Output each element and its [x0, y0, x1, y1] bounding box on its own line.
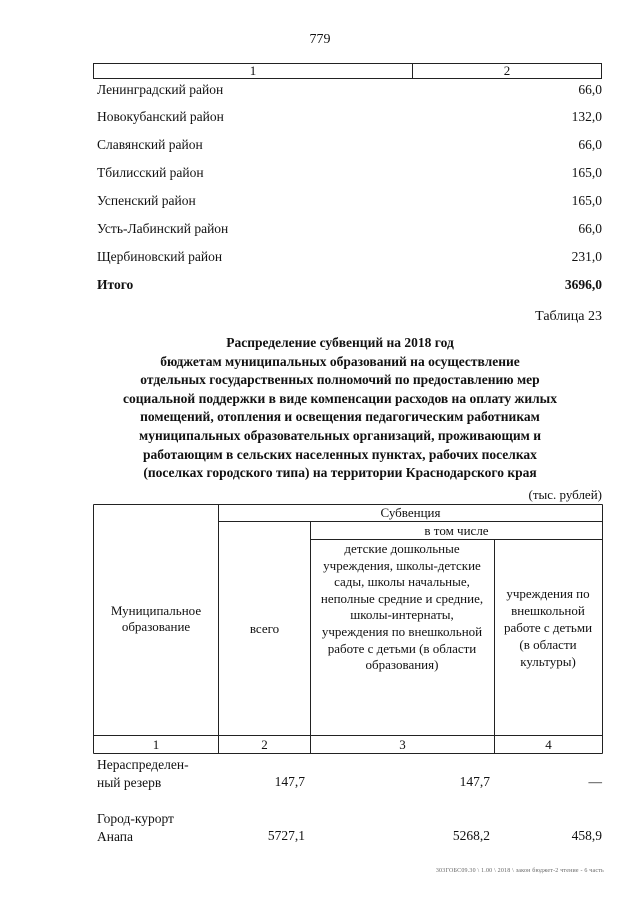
col-number-4: 4	[545, 737, 552, 752]
header-total: всего	[249, 621, 280, 636]
row-name-line: Нераспределен-	[97, 757, 189, 772]
title-line: социальной поддержки в виде компенсации расходов на оплату жилых	[123, 390, 557, 406]
district-value: 66,0	[578, 221, 602, 236]
row-culture: 458,9	[571, 828, 602, 843]
title-line: работающим в сельских населенных пунктах, рабочих поселках	[143, 446, 537, 462]
district-value: 66,0	[578, 82, 602, 97]
title-line: отдельных государственных полномочий по предоставлению мер	[140, 372, 540, 388]
row-culture: —	[588, 774, 602, 789]
row-name-line: ный резерв	[97, 775, 162, 790]
title-line: Распределение субвенций на 2018 год	[226, 335, 454, 350]
top-col-1: 1	[94, 64, 413, 78]
district-name: Успенский район	[97, 193, 196, 208]
header-subvention: Субвенция	[380, 505, 441, 520]
district-name: Тбилисский район	[97, 165, 204, 180]
district-value: 231,0	[571, 249, 602, 264]
table-row-name	[97, 810, 174, 846]
district-value: 66,0	[578, 137, 602, 152]
header-including: в том числе	[424, 523, 489, 538]
col-number-2: 2	[261, 737, 268, 752]
table-row-name	[97, 756, 189, 792]
title-line: (поселках городского типа) на территории Краснодарского края	[143, 465, 537, 481]
row-education: 5268,2	[452, 828, 490, 843]
row-name-line: Город-курорт	[97, 811, 174, 826]
header-municipality: Муниципальное образование	[110, 603, 202, 634]
row-name-line: Анапа	[97, 829, 134, 844]
col-number-1: 1	[152, 737, 160, 752]
page-number: 779	[309, 32, 331, 47]
district-name: Усть-Лабинский район	[97, 221, 229, 236]
title-line: бюджетам муниципальных образований на осуществление	[160, 353, 520, 369]
district-name: Славянский район	[97, 137, 203, 152]
unit-label: (тыс. рублей)	[528, 487, 602, 502]
row-total: 5727,1	[267, 828, 305, 843]
title-line: помещений, отопления и освещения педагогическим работникам	[140, 409, 540, 425]
district-name: Новокубанский район	[97, 109, 224, 124]
district-name: Щербиновский район	[97, 249, 223, 264]
table-number: Таблица 23	[535, 309, 602, 324]
total-value: 3696,0	[564, 277, 602, 292]
district-name: Ленинградский район	[97, 82, 224, 97]
top-col-2: 2	[503, 63, 511, 78]
header-education: детские дошкольные учреждения, школы-детские сады, школы начальные, неполные средние и средние, школы-интернаты, учреждения по внешкольной работе с детьми (в области образования)	[320, 541, 484, 673]
title-line: муниципальных образовательных организаций, проживающим и	[139, 427, 541, 443]
header-culture: учреждения по внешкольной работе с детьми (в области культуры)	[503, 586, 593, 669]
district-value: 165,0	[571, 165, 602, 180]
row-total: 147,7	[274, 774, 305, 789]
district-value: 132,0	[571, 109, 602, 124]
col-number-3: 3	[399, 737, 406, 752]
district-value: 165,0	[571, 193, 602, 208]
footer-stamp: 303ГОБС09.30 \ 1.00 \ 2018 \ закон бюджет-2 чтение - 6 часть	[435, 868, 604, 874]
total-label: Итого	[97, 277, 134, 292]
row-education: 147,7	[459, 774, 490, 789]
